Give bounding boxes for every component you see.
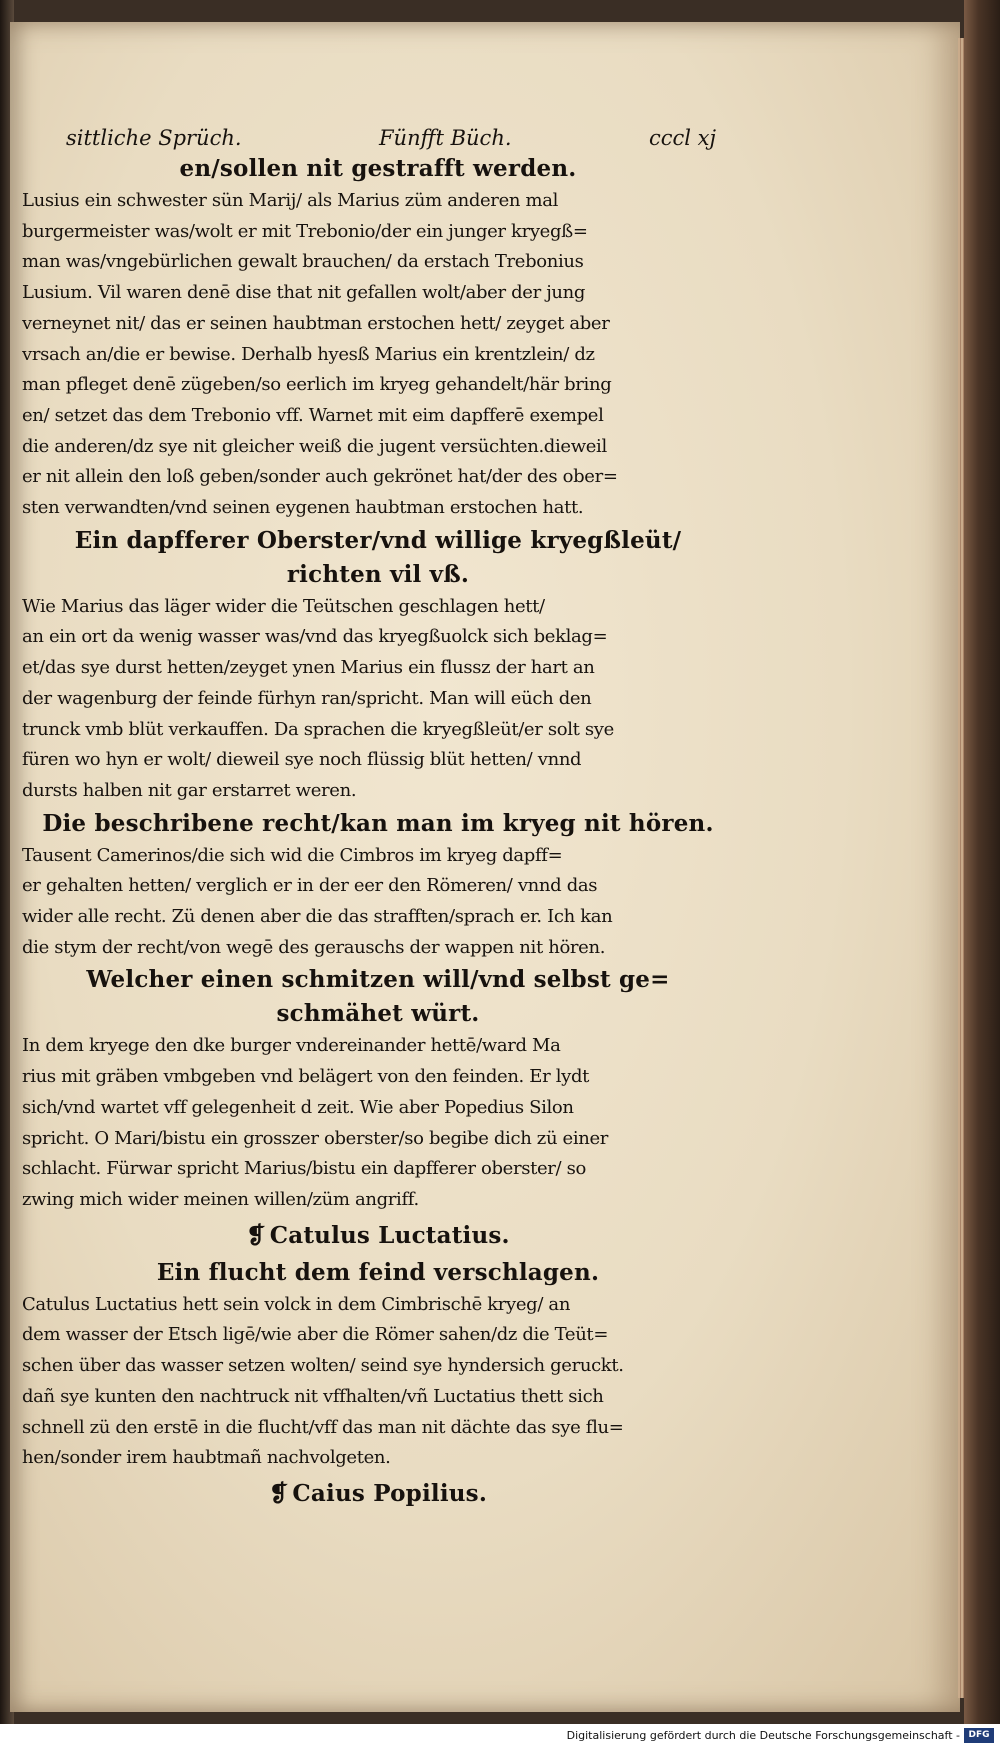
paragraph-mark-icon: ❡: [268, 1479, 289, 1507]
section-body: [22, 592, 734, 807]
section-body: [22, 186, 734, 524]
text-line: man pfleget denē zügeben/so eerlich im kryeg gehandelt/här bring: [22, 374, 612, 396]
running-head-left: sittliche Sprüch.: [66, 126, 242, 150]
person-heading: [22, 1474, 734, 1514]
text-line: Wie Marius das läger wider die Teütschen geschlagen hett/: [22, 595, 545, 617]
dfg-logo: DFG: [964, 1728, 994, 1743]
text-line: Lusius ein schwester sün Marij/ als Marius züm anderen mal: [22, 190, 558, 211]
text-line: trunck vmb blüt verkauffen. Da sprachen die kryegßleüt/er solt sye: [22, 718, 614, 740]
text-line: Lusium. Vil waren denē dise that nit gefallen wolt/aber der jung: [22, 282, 586, 304]
text-line: vrsach an/die er bewise. Derhalb hyesß Marius ein krentzlein/ dz: [22, 343, 595, 365]
text-line: spricht. O Mari/bistu ein grosszer oberster/so begibe dich zü einer: [22, 1127, 609, 1149]
text-line: dursts halben nit gar erstarret weren.: [22, 779, 357, 801]
text-line: die anderen/dz sye nit gleicher weiß die jugent versüchten.dieweil: [22, 435, 607, 457]
text-line: wider alle recht. Zü denen aber die das strafften/sprach er. Ich kan: [22, 906, 613, 928]
text-line: et/das sye durst hetten/zeyget ynen Marius ein flussz der hart an: [22, 657, 595, 679]
section-heading-cont: schmähet würt.: [276, 1000, 480, 1028]
text-line: In dem kryege den dke burger vndereinander hettē/ward Ma: [22, 1035, 561, 1057]
section-heading: Ein flucht dem feind verschlagen.: [156, 1258, 600, 1286]
section-body: [22, 1031, 734, 1215]
text-line: schnell zü den erstē in die flucht/vff das man nit dächte das sye flu=: [22, 1416, 624, 1438]
text-line: er gehalten hetten/ verglich er in der eer den Römeren/ vnnd das: [22, 875, 598, 897]
text-line: sten verwandten/vnd seinen eygenen haubtman erstochen hatt.: [22, 497, 584, 519]
text-line: man was/vngebürlichen gewalt brauchen/ da erstach Trebonius: [22, 251, 584, 273]
running-head: [22, 124, 734, 152]
text-line: burgermeister was/wolt er mit Trebonio/der ein junger kryegß=: [22, 220, 588, 242]
text-line: füren wo hyn er wolt/ dieweil sye noch flüssig blüt hetten/ vnnd: [22, 749, 582, 771]
section-body: [22, 841, 734, 964]
section-heading: Die beschribene recht/kan man im kryeg nit hören.: [42, 809, 714, 837]
text-line: zwing mich wider meinen willen/züm angriff.: [22, 1188, 419, 1210]
section-heading: Ein dapfferer Oberster/vnd willige kryegßleüt/: [74, 526, 682, 554]
text-line: hen/sonder irem haubtmañ nachvolgeten.: [22, 1447, 391, 1469]
text-line: en/ setzet das dem Trebonio vff. Warnet mit eim dapfferē exempel: [22, 404, 604, 426]
text-line: schen über das wasser setzen wolten/ seind sye hyndersich geruckt.: [22, 1355, 624, 1377]
text-line: sich/vnd wartet vff gelegenheit d zeit. Wie aber Popedius Silon: [22, 1096, 574, 1118]
text-line: an ein ort da wenig wasser was/vnd das kryegßuolck sich beklag=: [22, 626, 608, 648]
funding-credit: Digitalisierung gefördert durch die Deutsche Forschungsgemeinschaft -: [566, 1729, 960, 1742]
folio-number: cccl xj: [648, 126, 716, 150]
footer-bar: [0, 1724, 1000, 1749]
section-heading: Welcher einen schmitzen will/vnd selbst ge=: [86, 966, 670, 994]
text-line: die stym der recht/von wegē des gerauschs der wappen nit hören.: [22, 936, 606, 958]
running-head-center: Fünfft Büch.: [378, 126, 512, 150]
section-heading: en/sollen nit gestrafft werden.: [179, 155, 577, 182]
text-line: der wagenburg der feinde fürhyn ran/spricht. Man will eüch den: [22, 687, 592, 709]
text-line: dañ sye kunten den nachtruck nit vffhalten/vñ Luctatius thett sich: [22, 1385, 604, 1407]
person-heading: [22, 1216, 734, 1256]
paragraph-mark-icon: ❡: [246, 1221, 266, 1249]
text-line: verneynet nit/ das er seinen haubtman erstochen hett/ zeyget aber: [22, 312, 610, 334]
book-cover-edge: [964, 0, 1000, 1749]
text-line: er nit allein den loß geben/sonder auch gekrönet hat/der des ober=: [22, 466, 618, 488]
text-line: Catulus Luctatius hett sein volck in dem Cimbrischē kryeg/ an: [22, 1293, 571, 1315]
text-line: rius mit gräben vmbgeben vnd belägert von den feinden. Er lydt: [22, 1066, 590, 1088]
section-body: [22, 1290, 734, 1474]
page-text: [22, 124, 734, 1514]
text-line: dem wasser der Etsch ligē/wie aber die Römer sahen/dz die Teüt=: [22, 1324, 609, 1346]
text-line: schlacht. Fürwar spricht Marius/bistu ein dapfferer oberster/ so: [22, 1158, 586, 1180]
person-name: Caius Popilius.: [292, 1479, 488, 1507]
text-line: Tausent Camerinos/die sich wid die Cimbros im kryeg dapff=: [22, 844, 563, 866]
person-name: Catulus Luctatius.: [269, 1221, 510, 1249]
section-heading-cont: richten vil vß.: [286, 560, 470, 588]
